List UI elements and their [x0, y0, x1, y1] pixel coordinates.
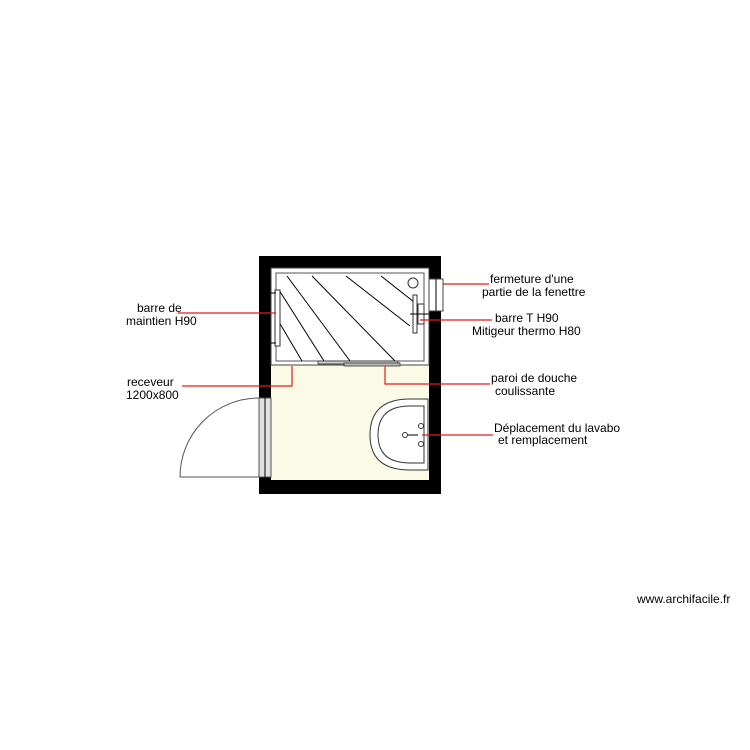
label-basin-line1: Déplacement du lavabo: [494, 421, 621, 435]
wash-basin-icon: [370, 399, 428, 470]
label-tray-line1: receveur: [127, 375, 174, 389]
label-window-line2: partie de la fenettre: [482, 285, 586, 299]
entry-door: [180, 398, 271, 477]
label-door-line1: paroi de douche: [491, 371, 578, 385]
label-tbar-line1: barre T H90: [495, 311, 559, 325]
watermark: www.archifacile.fr: [637, 592, 731, 606]
shower-drain-icon: [408, 278, 418, 288]
label-tbar-line2: Mitigeur thermo H80: [472, 324, 581, 338]
shower-tray: [271, 268, 429, 365]
label-grab-bar-line1: barre de: [137, 301, 182, 315]
label-tray-line2: 1200x800: [126, 388, 179, 402]
label-basin-line2: et remplacement: [498, 433, 588, 447]
label-window-line1: fermeture d'une: [490, 272, 574, 286]
window: [429, 279, 443, 311]
label-grab-bar-line2: maintien H90: [126, 314, 197, 328]
label-door-line2: coulissante: [495, 384, 556, 398]
